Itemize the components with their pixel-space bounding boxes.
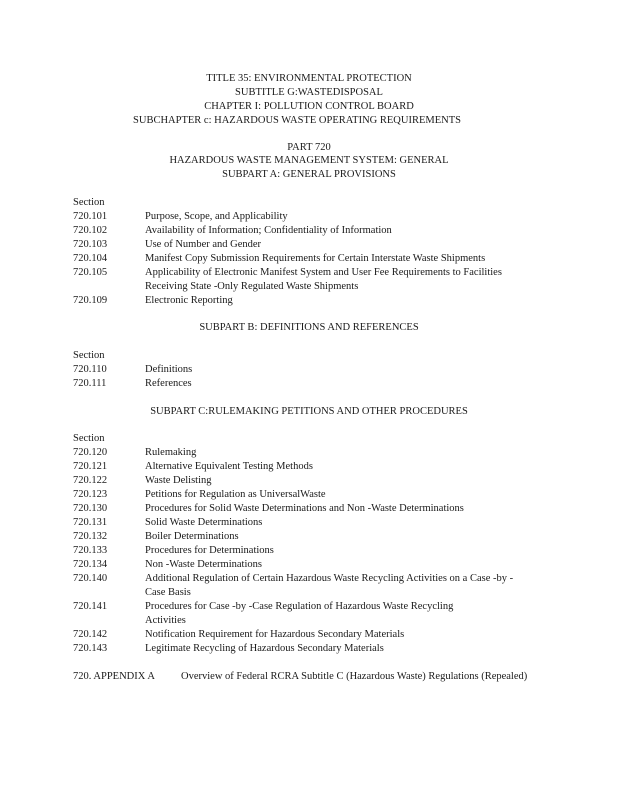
section-title: Use of Number and Gender xyxy=(145,239,262,250)
section-number: 720.133 xyxy=(73,545,108,556)
section-number: 720.142 xyxy=(73,629,108,640)
section-number: 720.132 xyxy=(73,531,108,542)
section-title: Boiler Determinations xyxy=(145,531,239,542)
section-number: 720.103 xyxy=(73,239,108,250)
section-title: Alternative Equivalent Testing Methods xyxy=(145,461,313,472)
appendix-label: 720. APPENDIX A xyxy=(73,671,155,682)
section-number: 720.102 xyxy=(73,225,108,236)
subchapter-line: SUBCHAPTER c: HAZARDOUS WASTE OPERATING REQUIREMENTS xyxy=(133,115,461,126)
section-title: Definitions xyxy=(145,364,193,375)
title-line: TITLE 35: ENVIRONMENTAL PROTECTION xyxy=(206,73,412,84)
section-title: References xyxy=(145,378,192,389)
section-title: Applicability of Electronic Manifest System and User Fee Requirements to Facilities Receiving State -Only Regulated Waste Shipments xyxy=(145,267,502,292)
section-title: Procedures for Determinations xyxy=(145,545,274,556)
part-name-line: HAZARDOUS WASTE MANAGEMENT SYSTEM: GENERAL xyxy=(169,155,449,166)
section-title: Procedures for Solid Waste Determinations and Non -Waste Determinations xyxy=(145,503,464,514)
section-number: 720.134 xyxy=(73,559,108,570)
subtitle-line: SUBTITLE G:WASTEDISPOSAL xyxy=(235,87,383,98)
section-title: Purpose, Scope, and Applicability xyxy=(145,211,288,222)
section-number: 720.123 xyxy=(73,489,108,500)
section-number: 720.104 xyxy=(73,253,108,264)
section-title: Manifest Copy Submission Requirements for Certain Interstate Waste Shipments xyxy=(145,253,486,264)
section-label: Section xyxy=(73,433,105,444)
section-number: 720.131 xyxy=(73,517,108,528)
section-title: Electronic Reporting xyxy=(145,295,233,306)
section-title: Notification Requirement for Hazardous Secondary Materials xyxy=(145,629,405,640)
section-number: 720.120 xyxy=(73,447,108,458)
section-title: Solid Waste Determinations xyxy=(145,517,263,528)
section-number: 720.111 xyxy=(73,378,107,389)
section-number: 720.143 xyxy=(73,643,108,654)
section-number: 720.140 xyxy=(73,573,108,584)
section-title: Availability of Information; Confidentiality of Information xyxy=(145,225,392,236)
section-title: Legitimate Recycling of Hazardous Secondary Materials xyxy=(145,643,384,654)
section-title: Rulemaking xyxy=(145,447,197,458)
section-label: Section xyxy=(73,197,105,208)
section-number: 720.109 xyxy=(73,295,108,306)
section-title: Procedures for Case -by -Case Regulation of Hazardous Waste Recycling Activities xyxy=(145,601,454,626)
chapter-line: CHAPTER I: POLLUTION CONTROL BOARD xyxy=(204,101,414,112)
section-title: Additional Regulation of Certain Hazardous Waste Recycling Activities on a Case -by -Case Basis xyxy=(145,573,514,598)
section-number: 720.121 xyxy=(73,461,108,472)
part-line: PART 720 xyxy=(287,142,331,153)
appendix-title: Overview of Federal RCRA Subtitle C (Hazardous Waste) Regulations (Repealed) xyxy=(181,671,528,682)
section-title: Waste Delisting xyxy=(145,475,212,486)
section-number: 720.110 xyxy=(73,364,107,375)
section-number: 720.101 xyxy=(73,211,108,222)
section-number: 720.130 xyxy=(73,503,108,514)
subpart-b-heading: SUBPART B: DEFINITIONS AND REFERENCES xyxy=(199,322,419,333)
section-label: Section xyxy=(73,350,105,361)
subpart-a-heading: SUBPART A: GENERAL PROVISIONS xyxy=(222,169,396,180)
section-title: Petitions for Regulation as UniversalWaste xyxy=(145,489,326,500)
subpart-c-heading: SUBPART C:RULEMAKING PETITIONS AND OTHER PROCEDURES xyxy=(150,406,468,417)
section-number: 720.122 xyxy=(73,475,108,486)
section-number: 720.105 xyxy=(73,267,108,278)
section-number: 720.141 xyxy=(73,601,108,612)
section-title: Non -Waste Determinations xyxy=(145,559,262,570)
